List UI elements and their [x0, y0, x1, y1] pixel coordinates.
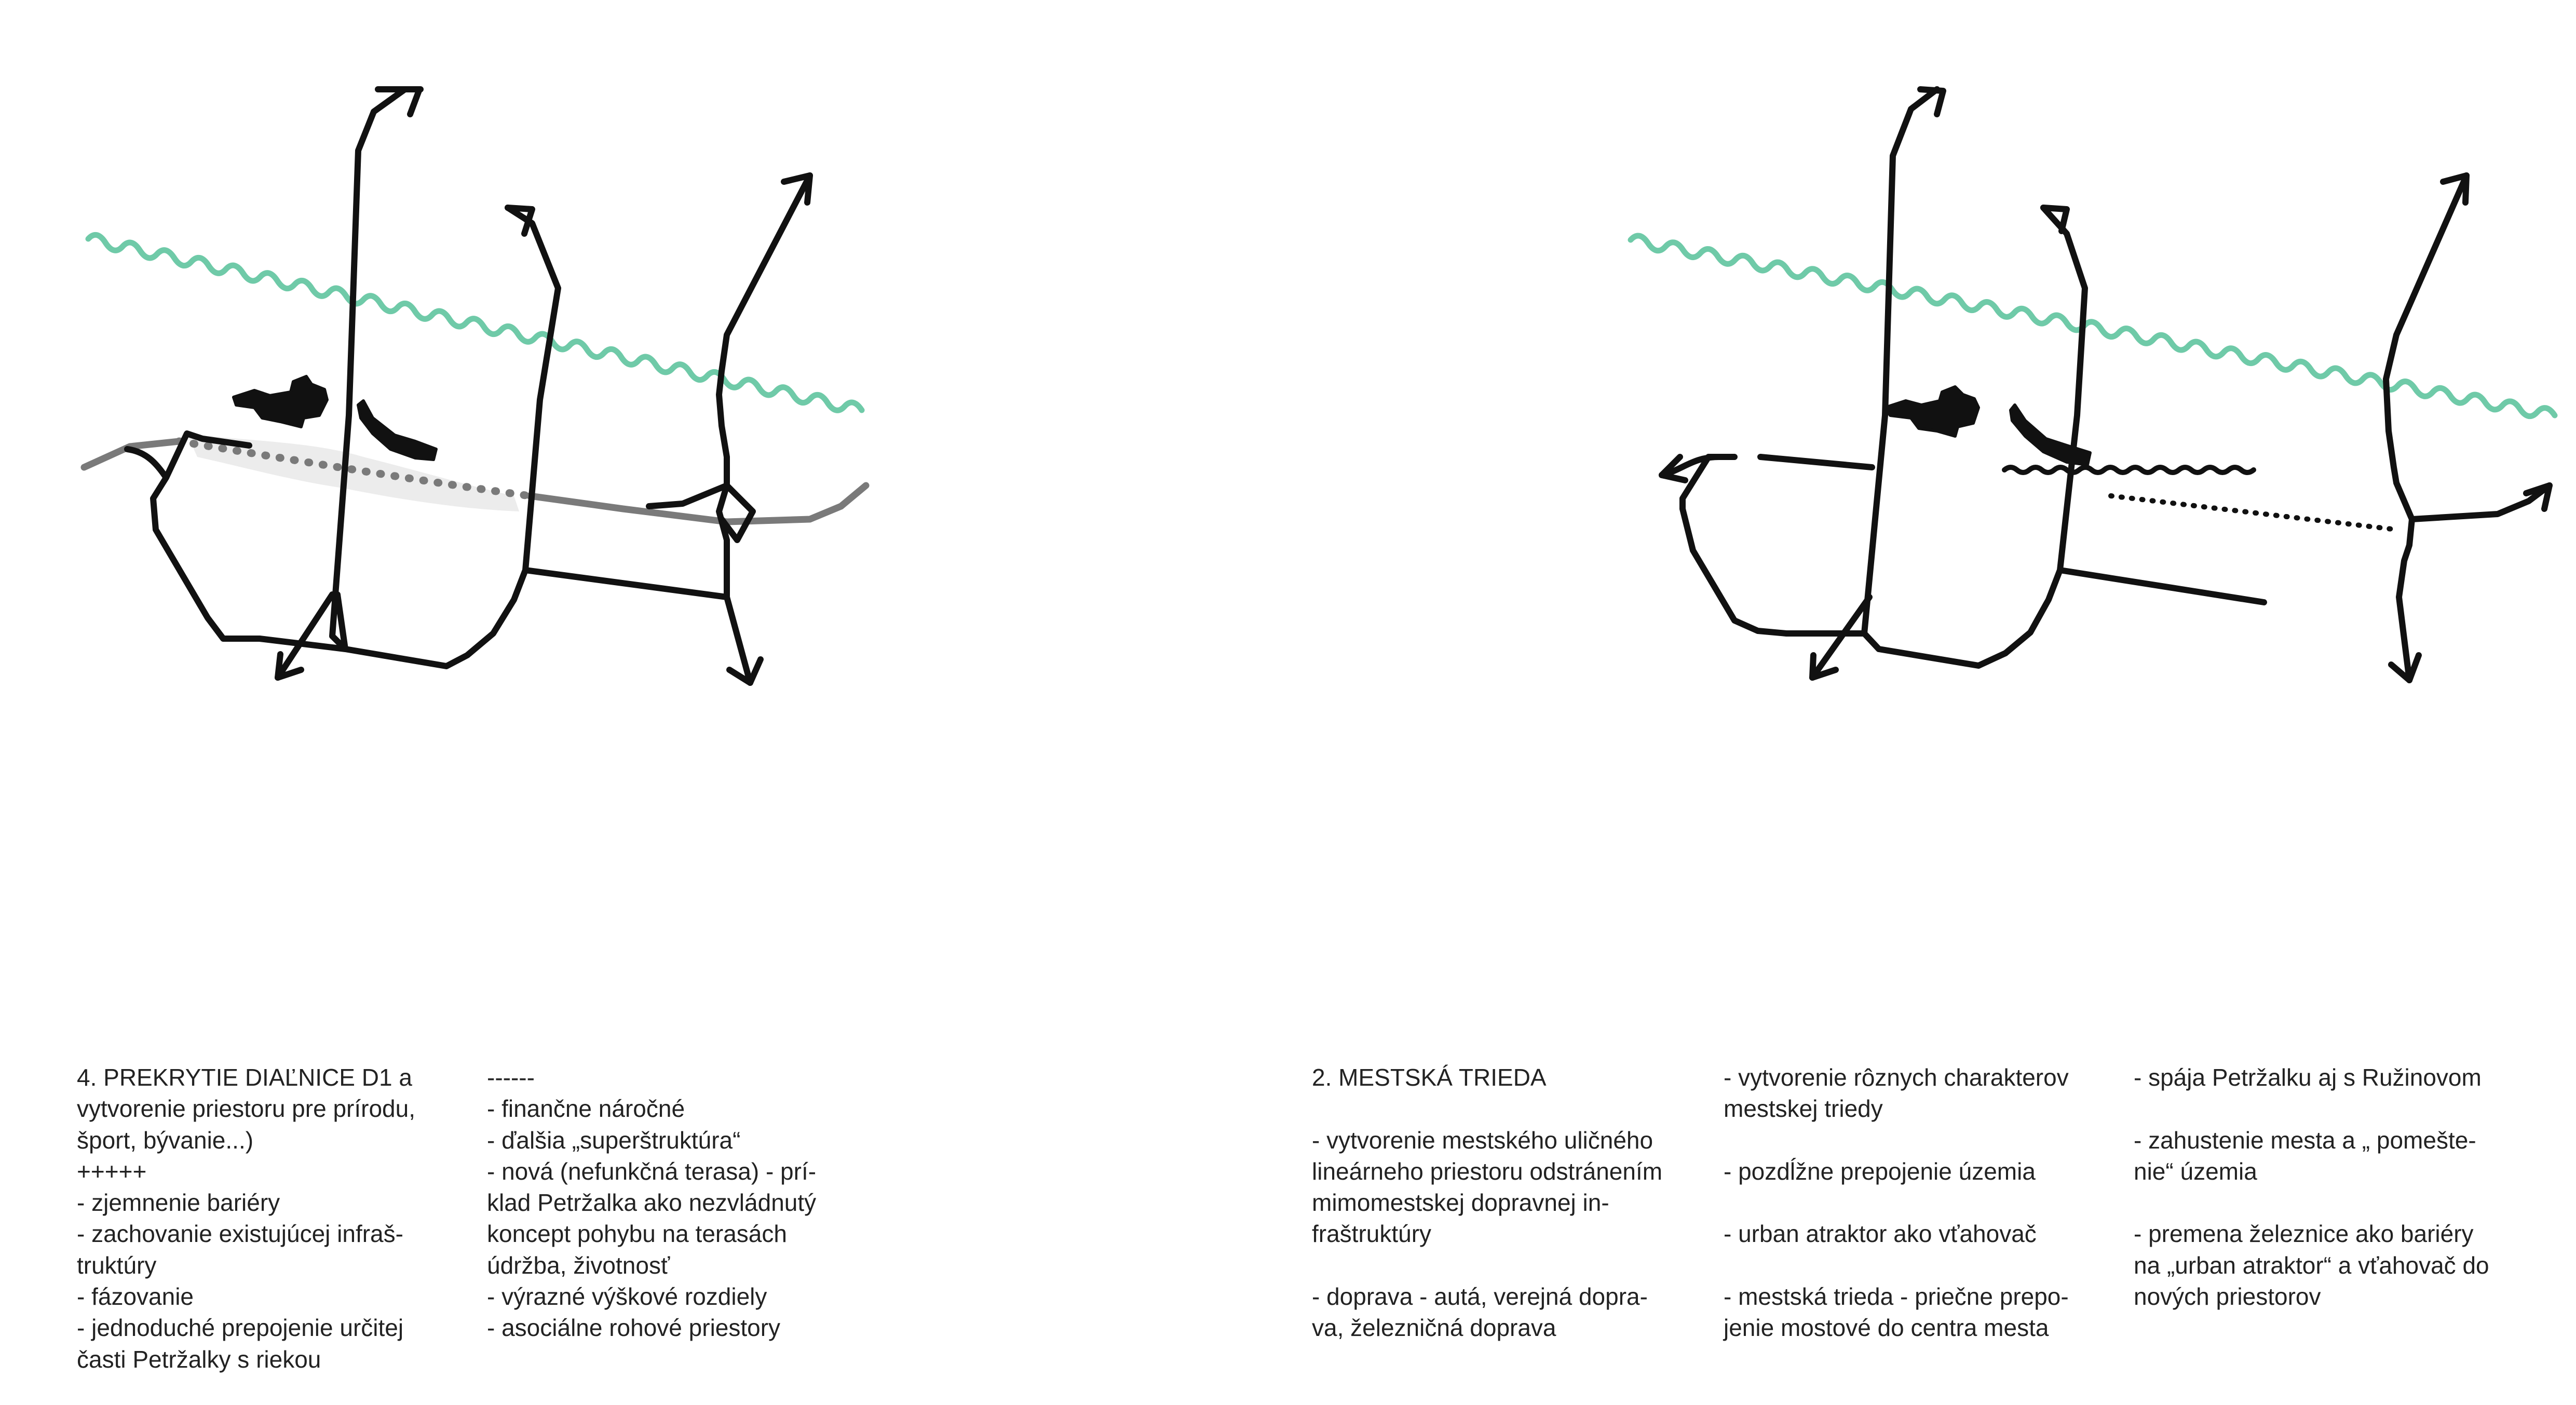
text-line: 4. PREKRYTIE DIAĽNICE D1 a — [77, 1064, 412, 1091]
right-text-col-3 — [2134, 1062, 2497, 1312]
text-line — [1724, 1250, 2087, 1281]
text-line: - nová (nefunkčná terasa) - prí- — [487, 1157, 817, 1185]
text-line: koncept pohybu na terasách — [487, 1220, 787, 1248]
right-diagram — [1288, 0, 2576, 779]
river-line — [1631, 236, 2555, 416]
text-line — [2134, 1187, 2497, 1218]
text-line: - zjemnenie bariéry — [77, 1189, 280, 1217]
left-text-col-2 — [487, 1062, 850, 1344]
road-network — [127, 89, 810, 683]
building-block-1 — [1885, 387, 1978, 436]
text-line: - urban atraktor ako vťahovač — [1724, 1220, 2037, 1248]
text-line — [1312, 1250, 1675, 1281]
left-diagram — [0, 0, 1288, 779]
left-text-col-1 — [77, 1062, 440, 1375]
building-block-1 — [234, 376, 327, 427]
text-line: - pozdĺžne prepojenie územia — [1724, 1157, 2036, 1185]
text-line: - asociálne rohové priestory — [487, 1314, 781, 1342]
text-line: lineárneho priestoru odstránením — [1312, 1157, 1663, 1185]
text-line: mestskej triedy — [1724, 1095, 1883, 1123]
rail-dotted — [2111, 496, 2396, 530]
text-line: truktúry — [77, 1251, 157, 1279]
text-line: nových priestorov — [2134, 1283, 2321, 1311]
text-line: +++++ — [77, 1157, 147, 1185]
text-line — [2134, 1093, 2497, 1124]
text-line: - jednoduché prepojenie určitej — [77, 1314, 404, 1342]
text-line: - zachovanie existujúcej infraš- — [77, 1220, 403, 1248]
building-block-2 — [358, 401, 436, 460]
text-line — [1724, 1187, 2087, 1218]
text-line: časti Petržalky s riekou — [77, 1345, 321, 1373]
text-line: mimomestskej dopravnej in- — [1312, 1189, 1609, 1217]
text-line: - zahustenie mesta a „ pomešte- — [2134, 1126, 2476, 1154]
text-line: - premena železnice ako bariéry — [2134, 1220, 2474, 1248]
right-text-col-1 — [1312, 1062, 1675, 1344]
text-line: - vytvorenie rôznych charakterov — [1724, 1064, 2069, 1091]
urban-street-wavy — [2004, 467, 2254, 472]
text-line: - vytvorenie mestského uličného — [1312, 1126, 1653, 1154]
text-line — [1724, 1125, 2087, 1156]
text-line: fraštruktúry — [1312, 1220, 1432, 1248]
text-line — [1312, 1093, 1675, 1124]
text-line: - spája Petržalku aj s Ružinovom — [2134, 1064, 2482, 1091]
text-line: - doprava - autá, verejná dopra- — [1312, 1283, 1648, 1311]
text-line: nie“ územia — [2134, 1157, 2257, 1185]
text-line: ------ — [487, 1064, 535, 1091]
text-line: na „urban atraktor“ a vťahovač do — [2134, 1251, 2489, 1279]
text-line: - ďalšia „superštruktúra“ — [487, 1126, 741, 1154]
text-line: 2. MESTSKÁ TRIEDA — [1312, 1064, 1547, 1091]
road-network — [1662, 89, 2550, 680]
text-line: vytvorenie priestoru pre prírodu, — [77, 1095, 415, 1123]
river-line — [88, 235, 862, 410]
arrowheads — [1662, 89, 2550, 680]
text-line: - fázovanie — [77, 1283, 194, 1311]
text-line: údržba, životnosť — [487, 1251, 670, 1279]
text-line: va, železničná doprava — [1312, 1314, 1556, 1342]
text-line: - výrazné výškové rozdiely — [487, 1283, 767, 1311]
text-line: šport, bývanie...) — [77, 1126, 254, 1154]
text-line: - mestská trieda - priečne prepo- — [1724, 1283, 2069, 1311]
text-line: jenie mostové do centra mesta — [1724, 1314, 2049, 1342]
text-line: klad Petržalka ako nezvládnutý — [487, 1189, 817, 1217]
right-text-col-2 — [1724, 1062, 2087, 1344]
text-line: - finančne náročné — [487, 1095, 685, 1123]
